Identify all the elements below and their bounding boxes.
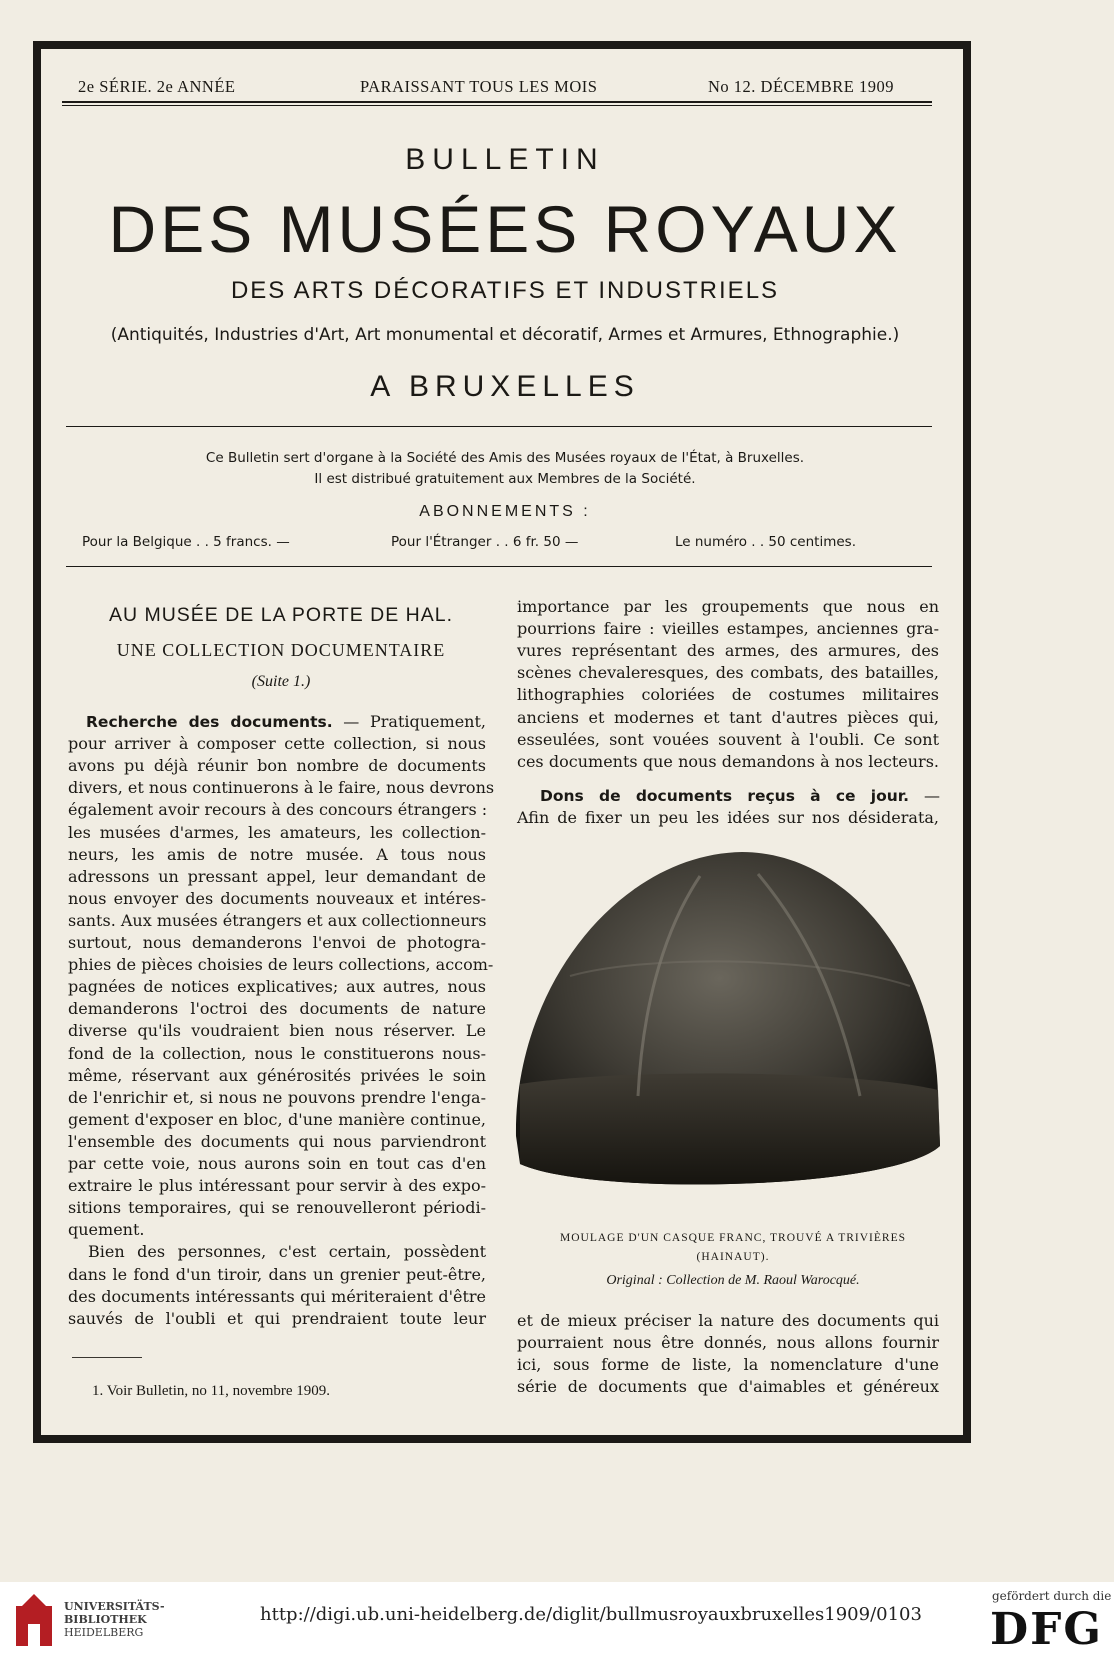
article-line <box>68 955 494 975</box>
article-line <box>68 911 486 930</box>
section-heading-research: Recherche des documents. <box>86 713 333 731</box>
text-line: anciens et modernes et tant d'autres pièces qui, <box>517 707 939 727</box>
article-line <box>68 1287 486 1306</box>
article-line <box>517 1333 939 1352</box>
series-label: 2e SÉRIE. 2e ANNÉE <box>78 77 236 96</box>
text-line: série de documents que d'aimables et généreux <box>517 1377 939 1397</box>
article-line <box>88 1242 486 1261</box>
text-line: ici, sous forme de liste, la nomenclature d'une <box>517 1355 939 1375</box>
text-line: esseulées, sont vouées souvent à l'oubli. Ce sont <box>517 729 939 749</box>
text-line: surtout, nous demanderons l'envoi de photogra- <box>68 933 486 952</box>
article-line <box>68 1176 486 1195</box>
article-line <box>68 734 486 753</box>
article-line <box>517 685 939 704</box>
article-line <box>68 1110 486 1129</box>
text-line: également avoir recours à des concours étrangers : <box>68 800 488 820</box>
header-rule <box>62 101 932 103</box>
text-line: par cette voie, nous aurons soin en tout cas d'en <box>68 1154 486 1173</box>
periodicity-label: PARAISSANT TOUS LES MOIS <box>360 77 598 96</box>
notice-line-2: Il est distribué gratuitement aux Membres de la Société. <box>314 471 696 487</box>
article-continuation: (Suite 1.) <box>251 673 311 690</box>
text-line: diverse qu'ils voudraient bien nous réserver. Le <box>68 1021 486 1041</box>
text-line: adressons un pressant appel, leur demandant de <box>68 866 486 886</box>
article-line <box>517 808 939 827</box>
library-name-line-1: UNIVERSITÄTS- <box>64 1600 165 1613</box>
article-line <box>68 1309 486 1328</box>
article-line <box>68 823 486 842</box>
article-line <box>68 889 486 908</box>
article-line <box>68 1088 486 1107</box>
article-line <box>517 597 939 616</box>
funder-label: gefördert durch die <box>992 1589 1112 1603</box>
funder-logo: DFG <box>990 1604 1103 1655</box>
text-line: scènes chevaleresques, des combats, des batailles, <box>517 663 939 683</box>
article-line <box>517 752 939 771</box>
article-line <box>68 1198 486 1217</box>
text-line: avons pu déjà réunir bon nombre de documents <box>68 756 486 776</box>
masthead-title: DES MUSÉES ROYAUX <box>108 192 902 266</box>
text-line: pourrions faire : vieilles estampes, anciennes gra- <box>517 619 939 639</box>
article-line <box>517 1355 939 1374</box>
masthead-departments: (Antiquités, Industries d'Art, Art monumental et décoratif, Armes et Armures, Ethnographie.) <box>110 325 900 345</box>
text-line: les musées d'armes, les amateurs, les collection- <box>68 822 486 842</box>
text-line: vures représentant des armes, des armures, des <box>517 641 939 661</box>
masthead-bulletin: BULLETIN <box>405 143 605 176</box>
text-line: l'ensemble des documents qui nous parviendront <box>68 1131 486 1151</box>
article-line <box>517 619 939 638</box>
text-line: divers, et nous continuerons à le faire, nous devrons <box>68 778 495 798</box>
library-name-line-2: BIBLIOTHEK <box>64 1613 147 1626</box>
masthead-rule <box>66 426 932 427</box>
text-line: gement d'exposer en bloc, d'une manière continue, <box>68 1109 486 1129</box>
notice-line-1: Ce Bulletin sert d'organe à la Société des Amis des Musées royaux de l'État, à Bruxelles. <box>205 450 805 466</box>
article-line <box>540 786 940 805</box>
article-line <box>517 1377 939 1396</box>
helmet-band <box>520 1073 940 1184</box>
photo-caption: MOULAGE D'UN CASQUE FRANC, TROUVÉ A TRIVIÈRES <box>560 1232 906 1244</box>
article-title: AU MUSÉE DE LA PORTE DE HAL. <box>108 604 454 626</box>
library-name <box>64 1600 165 1639</box>
text-line: phies de pièces choisies de leurs collections, accom- <box>68 955 494 975</box>
text-line: nous envoyer des documents nouveaux et intéres- <box>68 888 486 908</box>
text-line: — Pratiquement, <box>332 712 486 731</box>
text-line: de l'enrichir et, si nous ne pouvons prendre l'enga- <box>68 1087 486 1107</box>
article-subtitle: UNE COLLECTION DOCUMENTAIRE <box>116 640 446 660</box>
article-line <box>68 1154 486 1173</box>
text-line: fond de la collection, nous le constituerons nous- <box>68 1043 486 1063</box>
text-line: pourraient nous être donnés, nous allons fournir <box>517 1333 939 1353</box>
article-line <box>68 845 486 864</box>
helmet-photo <box>510 846 956 1222</box>
text-line: des documents intéressants qui mériteraient d'être <box>68 1286 486 1306</box>
text-line: Bien des personnes, c'est certain, possèdent <box>88 1242 486 1262</box>
library-logo-icon <box>14 1590 54 1650</box>
article-line <box>68 1021 486 1040</box>
article-line <box>517 730 939 749</box>
article-line <box>517 708 939 727</box>
article-line <box>68 999 486 1018</box>
masthead-subtitle: DES ARTS DÉCORATIFS ET INDUSTRIELS <box>230 277 780 304</box>
masthead-city: A BRUXELLES <box>370 370 640 403</box>
text-line: neurs, les amis de notre musée. A tous nous <box>68 844 486 864</box>
price-abroad: Pour l'Étranger . . 6 fr. 50 — <box>391 534 579 550</box>
text-line: pagnées de notices explicatives; aux autres, nous <box>68 977 486 997</box>
footnote-rule <box>72 1357 142 1358</box>
text-line: pour arriver à composer cette collection, si nous <box>68 734 486 754</box>
article-line <box>68 1220 486 1239</box>
notice-rule <box>66 566 932 567</box>
text-line: demanderons l'octroi des documents de nature <box>68 999 486 1019</box>
article-line <box>68 1265 486 1284</box>
article-line <box>68 977 486 996</box>
photo-credit: Original : Collection de M. Raoul Warocqué. <box>606 1273 860 1288</box>
article-line <box>68 778 495 798</box>
library-name-line-3: HEIDELBERG <box>64 1626 144 1639</box>
article-line <box>68 756 486 775</box>
article-line <box>68 1132 486 1151</box>
article-line <box>517 1311 939 1330</box>
text-line: quement. <box>68 1220 145 1240</box>
permalink[interactable]: http://digi.ub.uni-heidelberg.de/diglit/bullmusroyauxbruxelles1909/0103 <box>260 1604 922 1625</box>
subscriptions-title: ABONNEMENTS : <box>419 503 591 520</box>
article-line <box>517 663 939 682</box>
text-line: sauvés de l'oubli et qui prendraient toute leur <box>68 1308 486 1328</box>
issue-header <box>50 77 930 101</box>
article-line <box>68 1066 486 1085</box>
article-line <box>517 641 939 660</box>
price-belgium: Pour la Belgique . . 5 francs. — <box>82 534 290 550</box>
text-line: extraire le plus intéressant pour servir à des expo- <box>68 1176 486 1196</box>
article-line <box>68 867 486 886</box>
text-line: Afin de fixer un peu les idées sur nos désiderata, <box>517 808 939 827</box>
photo-caption-location: (HAINAUT). <box>696 1251 770 1263</box>
header-rule-thin <box>62 105 932 106</box>
text-line: sitions temporaires, qui se renouvelleront périodi- <box>68 1198 486 1218</box>
text-line: dans le fond d'un tiroir, dans un grenier peut-être, <box>68 1264 486 1284</box>
issue-label: No 12. DÉCEMBRE 1909 <box>708 77 895 96</box>
text-line: ces documents que nous demandons à nos lecteurs. <box>517 751 939 771</box>
price-issue: Le numéro . . 50 centimes. <box>675 534 856 550</box>
text-line: importance par les groupements que nous en <box>517 597 939 616</box>
text-line: et de mieux préciser la nature des documents qui <box>517 1311 939 1330</box>
text-line: sants. Aux musées étrangers et aux collectionneurs <box>68 910 487 930</box>
text-line: lithographies coloriées de costumes militaires <box>517 685 939 705</box>
article-line <box>68 1044 486 1063</box>
article-line <box>68 800 486 819</box>
footnote: 1. Voir Bulletin, no 11, novembre 1909. <box>92 1383 331 1399</box>
article-line <box>68 933 486 952</box>
article-line <box>86 712 486 731</box>
text-line: — <box>909 786 940 805</box>
section-heading-donations: Dons de documents reçus à ce jour. <box>540 787 910 805</box>
text-line: même, réservant aux générosités privées le soin <box>68 1065 486 1085</box>
